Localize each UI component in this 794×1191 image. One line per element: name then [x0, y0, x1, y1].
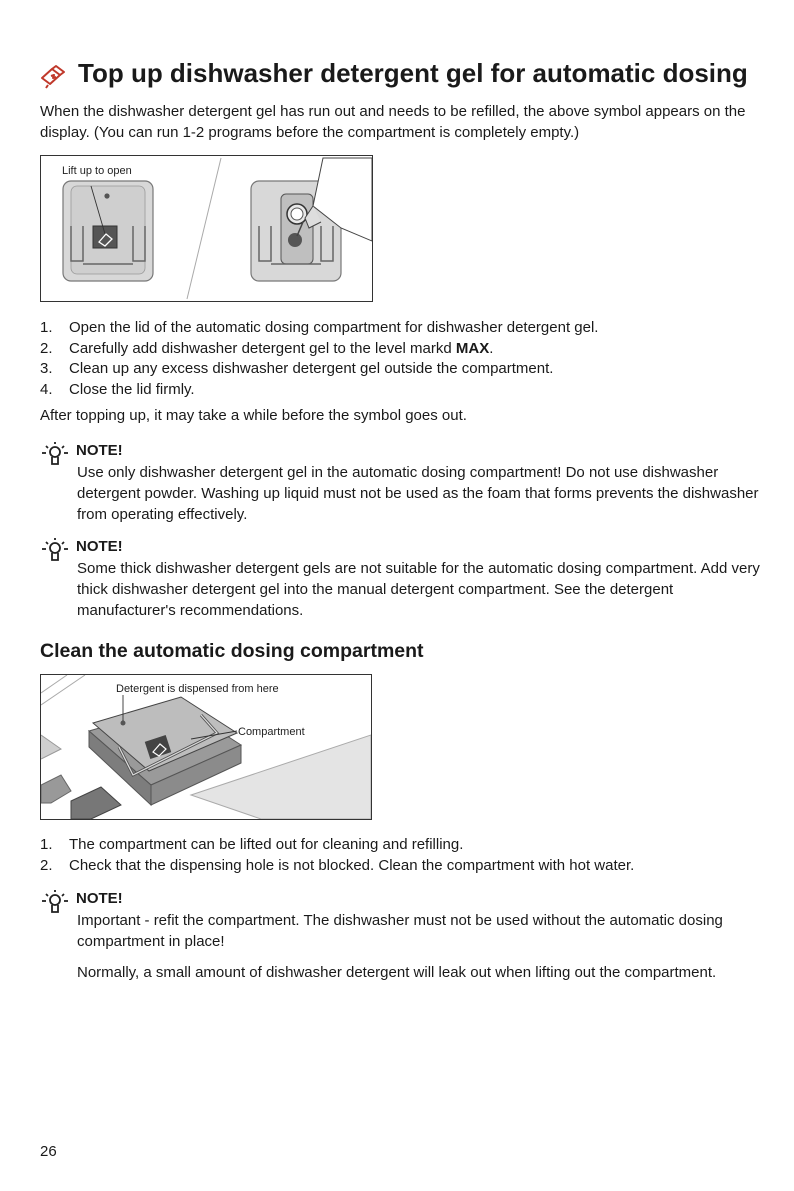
note-3: [40, 888, 760, 1000]
intro-text: When the dishwasher detergent gel has run out and needs to be refilled, the above symbol appears on the display. (You can run 1-2 programs before the compartment is completely empty.): [40, 103, 746, 141]
lightbulb-icon: [40, 440, 70, 468]
list-item: 1. The compartment can be lifted out for cleaning and refilling.: [40, 836, 464, 853]
list-item: 2. Carefully add dishwasher detergent gel to the level markd MAX.: [40, 339, 494, 357]
figure-label-compartment: Compartment: [238, 726, 305, 738]
note-1: [40, 440, 760, 523]
note-text: Use only dishwasher detergent gel in the automatic dosing compartment! Do not use dishwasher detergent powder. Washing up liquid must not be used as the foam that forms prevents the dishwasher from operating effectively.: [77, 464, 759, 523]
list-item: 3. Clean up any excess dishwasher detergent gel outside the compartment.: [40, 360, 554, 377]
page-number: 26: [40, 1143, 57, 1160]
list-item: 1. Open the lid of the automatic dosing compartment for dishwasher detergent gel.: [40, 319, 599, 336]
note-title: NOTE!: [76, 442, 123, 459]
steps-clean: [40, 835, 634, 876]
figure-compartment: [40, 674, 372, 820]
note-title: NOTE!: [76, 890, 123, 907]
note-text: Some thick dishwasher detergent gels are not suitable for the automatic dosing compartment. Add very thick dishwasher detergent gel into the manual detergent compartment. See the detergent manufacturer's recommendations.: [77, 560, 760, 619]
figure-lift-to-open: [40, 155, 373, 302]
note-2: [40, 536, 760, 619]
list-item: 2. Check that the dispensing hole is not blocked. Clean the compartment with hot water.: [40, 856, 635, 874]
figure-label-lift: Lift up to open: [62, 165, 132, 177]
list-item: 4. Close the lid firmly.: [40, 380, 195, 398]
section-title: Clean the automatic dosing compartment: [40, 640, 424, 662]
lightbulb-icon: [40, 888, 70, 916]
lightbulb-icon: [40, 536, 70, 564]
note-text: Important - refit the compartment. The dishwasher must not be used without the automatic dosing compartment in place! Normally, a small amount of dishwasher detergent will leak out when lifting out the compartment.: [77, 912, 723, 981]
after-topping-text: After topping up, it may take a while before the symbol goes out.: [40, 407, 467, 424]
note-title: NOTE!: [76, 538, 123, 555]
figure-label-dispense: Detergent is dispensed from here: [116, 683, 279, 695]
detergent-refill-icon: [38, 64, 68, 90]
page-title: Top up dishwasher detergent gel for automatic dosing: [78, 58, 748, 88]
steps-topup: [40, 318, 598, 400]
